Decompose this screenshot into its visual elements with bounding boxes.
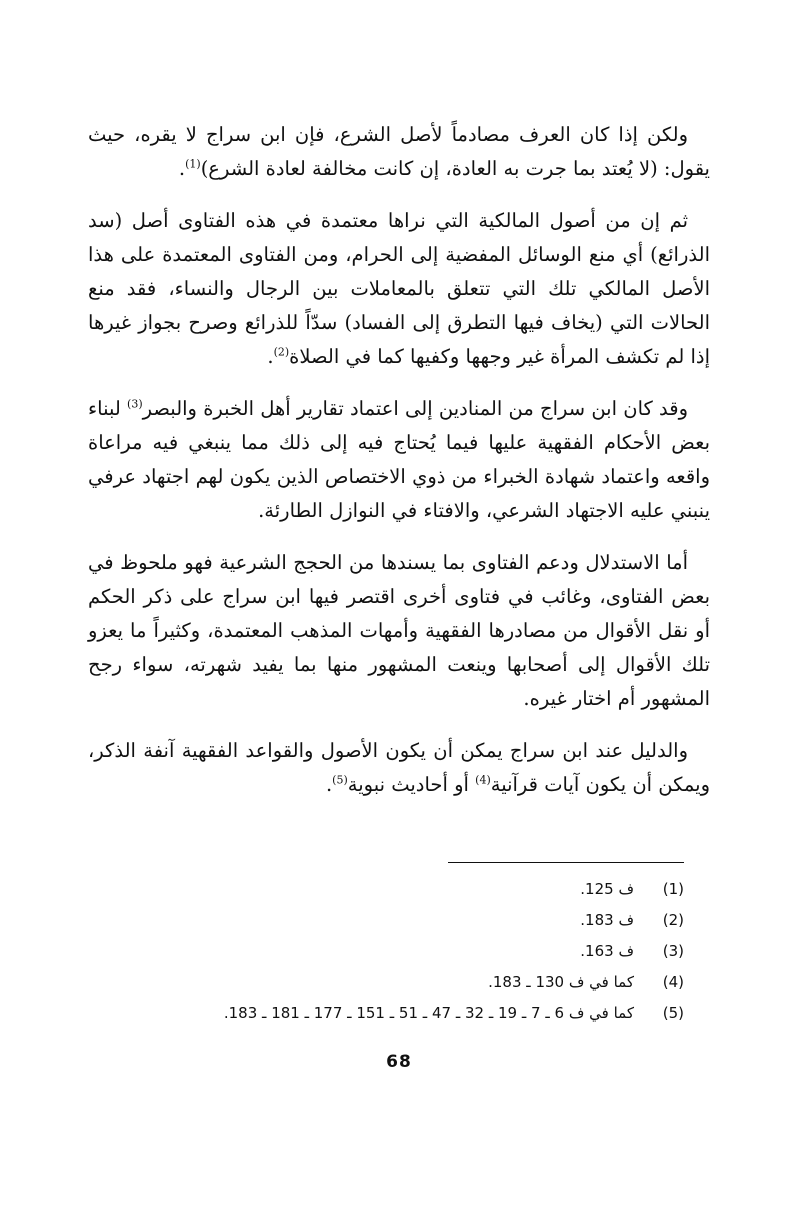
footnote-text: ف 125. <box>580 880 634 898</box>
footnote-number: (5) <box>662 1004 684 1022</box>
footnote-ref-2: (2) <box>273 345 290 359</box>
paragraph-5 <box>88 734 710 802</box>
footnote-number: (1) <box>662 880 684 898</box>
footnote-text: كما في ف 130 ـ 183. <box>488 973 634 991</box>
footnote-1 <box>150 874 684 905</box>
paragraph-1-end: . <box>178 157 186 180</box>
footnote-text: ف 183. <box>580 911 634 929</box>
paragraph-3-text-b: لبناء بعض الأحكام الفقهية عليها فيما يُحتاج فيه إلى ذلك مما ينبغي فيه مراعاة واقعه واعتماد شهادة الخبراء من ذوي الاختصاص الذين يكون لهم اجتهاد عرفي ينبني عليه الاجتهاد الشرعي، والافتاء في النوازل الطارئة. <box>88 397 710 522</box>
footnote-ref-3: (3) <box>127 397 143 411</box>
paragraph-2 <box>88 204 710 374</box>
footnote-separator <box>448 862 684 863</box>
footnote-ref-1: (1) <box>185 157 201 171</box>
footnote-5 <box>150 998 684 1029</box>
footnote-ref-5: (5) <box>332 773 348 787</box>
paragraph-2-end: . <box>267 345 274 368</box>
paragraph-1-text: ولكن إذا كان العرف مصادماً لأصل الشرع، فإن ابن سراج لا يقره، حيث يقول: (لا يُعتد بما جرت به العادة، إن كانت مخالفة لعادة الشرع) <box>88 123 710 180</box>
footnote-number: (3) <box>662 942 684 960</box>
main-text <box>88 118 710 820</box>
paragraph-5-end: . <box>325 773 333 796</box>
footnote-ref-4: (4) <box>475 773 491 787</box>
footnote-2 <box>150 905 684 936</box>
paragraph-4-text: أما الاستدلال ودعم الفتاوى بما يسندها من الحجج الشرعية فهو ملحوظ في بعض الفتاوى، وغائب في فتاوى أخرى اقتصر فيها ابن سراج على ذكر الحكم أو نقل الأقوال من مصادرها الفقهية وأمهات المذهب المعتمدة، وكثيراً ما يعزو تلك الأقوال إلى أصحابها وينعت المشهور منها بما يفيد شهرته، سواء رجح المشهور أم اختار غيره. <box>88 551 710 710</box>
paragraph-5-text-b: أو أحاديث نبوية <box>347 773 476 796</box>
footnote-3 <box>150 936 684 967</box>
footnotes <box>150 874 684 1029</box>
paragraph-5-text-a: والدليل عند ابن سراج يمكن أن يكون الأصول والقواعد الفقهية آنفة الذكر، ويمكن أن يكون آيات قرآنية <box>88 739 710 796</box>
paragraph-3-text-a: وقد كان ابن سراج من المنادين إلى اعتماد تقارير أهل الخبرة والبصر <box>142 397 688 420</box>
footnote-4 <box>150 967 684 998</box>
page-number: 68 <box>386 1052 412 1072</box>
footnote-number: (4) <box>662 973 684 991</box>
paragraph-1 <box>88 118 710 186</box>
footnote-number: (2) <box>662 911 684 929</box>
paragraph-3 <box>88 392 710 528</box>
paragraph-4 <box>88 546 710 716</box>
footnote-text: كما في ف 6 ـ 7 ـ 19 ـ 32 ـ 47 ـ 51 ـ 151 ـ 177 ـ 181 ـ 183. <box>223 1004 634 1022</box>
paragraph-2-text: ثم إن من أصول المالكية التي نراها معتمدة في هذه الفتاوى أصل (سد الذرائع) أي منع الوسائل المفضية إلى الحرام، ومن الفتاوى المعتمدة على هذا الأصل المالكي تلك التي تتعلق بالمعاملات بين الرجال والنساء، فقد منع الحالات التي (يخاف فيها التطرق إلى الفساد) سدّاً للذرائع وصرح بجواز غيرها إذا لم تكشف المرأة غير وجهها وكفيها كما في الصلاة <box>88 209 710 368</box>
footnote-text: ف 163. <box>580 942 634 960</box>
